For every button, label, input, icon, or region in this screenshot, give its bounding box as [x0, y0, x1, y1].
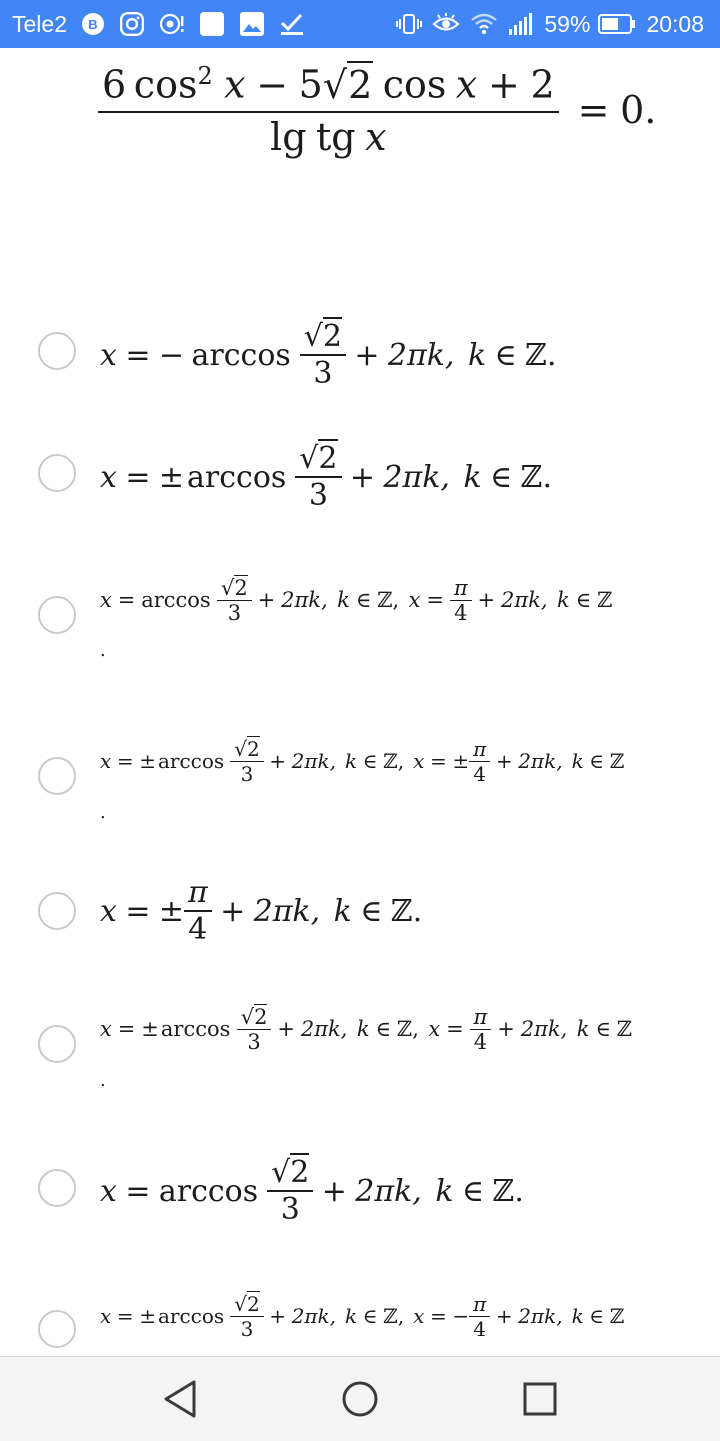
- answer-option-1[interactable]: [0, 310, 720, 400]
- period-term-2: 2πk,: [518, 1304, 563, 1328]
- var-x: x: [100, 1304, 112, 1328]
- plus-sign: +: [321, 1173, 347, 1209]
- element-of: ∈: [461, 1173, 485, 1209]
- check-download-icon: [279, 11, 305, 37]
- arccos: arccos: [141, 588, 211, 612]
- sign: ±: [158, 893, 184, 929]
- sign: ±: [141, 1017, 159, 1041]
- trailing-period: .: [100, 1070, 106, 1091]
- eq-x-2: x: [455, 62, 478, 107]
- radical-sign: √: [234, 736, 247, 761]
- plus-sign-2: +: [477, 588, 496, 612]
- equation-denominator: [98, 111, 559, 159]
- sign-2: −: [452, 1304, 470, 1328]
- fraction: [267, 1155, 313, 1227]
- equals-sign-2: =: [426, 588, 444, 612]
- pi-fraction: [450, 576, 472, 625]
- eq-tg: tg: [316, 114, 356, 159]
- plus-sign: +: [349, 459, 376, 495]
- element-of-2: ∈: [589, 1304, 605, 1328]
- integers-set: ℤ,: [383, 749, 405, 773]
- var-k: k: [337, 588, 350, 612]
- option-formula: [100, 722, 624, 800]
- eq-radicand: 2: [348, 62, 373, 107]
- integers-set: ℤ.: [520, 459, 553, 495]
- option-formula: [100, 432, 552, 522]
- var-k-2: k: [571, 1304, 584, 1328]
- pi: π: [187, 875, 208, 910]
- var-k: k: [435, 1173, 454, 1209]
- status-left: [12, 0, 305, 48]
- recents-icon[interactable]: [518, 1377, 562, 1421]
- battery-icon: [598, 13, 636, 35]
- arccos: arccos: [158, 1304, 225, 1328]
- element-of: ∈: [355, 588, 372, 612]
- var-x: x: [100, 1017, 112, 1041]
- element-of: ∈: [360, 893, 383, 929]
- radio-button[interactable]: [38, 757, 76, 795]
- fraction: [217, 576, 252, 625]
- svg-text:B: B: [88, 17, 98, 32]
- eq-two: 2: [530, 62, 555, 107]
- sign: ±: [158, 459, 184, 495]
- numerator: [267, 1155, 313, 1190]
- pi: π: [473, 736, 487, 761]
- plus-sign-2: +: [495, 1304, 513, 1328]
- pi: π: [453, 575, 468, 600]
- radical-sign: √: [221, 575, 235, 600]
- period-term: 2πk,: [281, 588, 328, 612]
- equals-sign-2: =: [429, 749, 447, 773]
- integers-set: ℤ,: [377, 588, 400, 612]
- four: 4: [469, 1316, 490, 1341]
- radicand: 2: [246, 736, 260, 761]
- answer-option-4[interactable]: [0, 722, 720, 832]
- plus-sign: +: [277, 1017, 295, 1041]
- radio-button[interactable]: [38, 1025, 76, 1063]
- radical-sign: √: [240, 1004, 255, 1029]
- radio-button[interactable]: [38, 454, 76, 492]
- radicand: 2: [254, 1004, 268, 1029]
- radical-sign: √: [234, 1291, 247, 1316]
- plus-sign-2: +: [497, 1017, 515, 1041]
- battery-percent: 59%: [544, 10, 591, 37]
- answer-option-2[interactable]: [0, 432, 720, 522]
- radar-icon: [159, 11, 185, 37]
- var-x-2: x: [413, 749, 425, 773]
- equals-sign: =: [116, 749, 134, 773]
- vibrate-icon: [396, 11, 422, 37]
- eq-cos: cos: [133, 62, 198, 107]
- numerator: [217, 576, 252, 600]
- gallery-icon: [239, 11, 265, 37]
- plus-sign: +: [269, 749, 287, 773]
- eq-x: x: [224, 62, 246, 107]
- radio-button[interactable]: [38, 1169, 76, 1207]
- denominator: 3: [217, 600, 252, 625]
- radio-button[interactable]: [38, 892, 76, 930]
- sign: ±: [139, 749, 156, 773]
- arccos: arccos: [158, 749, 225, 773]
- var-x-2: x: [428, 1017, 441, 1041]
- denominator: 3: [230, 761, 263, 786]
- integers-set: ℤ,: [396, 1017, 419, 1041]
- numerator: [237, 1005, 272, 1029]
- var-x-2: x: [408, 588, 421, 612]
- element-of-2: ∈: [589, 749, 605, 773]
- denominator: 3: [267, 1190, 313, 1227]
- equation: [98, 62, 656, 159]
- var-k: k: [467, 337, 487, 373]
- pi-fraction: [469, 737, 490, 786]
- equals-sign: =: [125, 459, 151, 495]
- trailing-period: .: [100, 802, 106, 823]
- signal-icon: [508, 11, 534, 37]
- integers-set: ℤ,: [383, 1304, 405, 1328]
- var-k-2: k: [557, 588, 570, 612]
- equals-sign: =: [116, 1304, 134, 1328]
- integers-set-2: ℤ: [597, 588, 613, 612]
- plus-sign: +: [257, 588, 276, 612]
- answer-option-8[interactable]: [0, 1278, 720, 1356]
- sign-2: ±: [452, 749, 470, 773]
- equals-sign: =: [125, 893, 151, 929]
- four: 4: [469, 761, 490, 786]
- answer-option-7[interactable]: [0, 1145, 720, 1235]
- sign: −: [158, 337, 184, 373]
- option-formula: [100, 562, 612, 638]
- fraction: [237, 1005, 272, 1054]
- equals-sign: =: [125, 337, 151, 373]
- numerator: [300, 319, 346, 354]
- denominator: 3: [237, 1029, 272, 1054]
- equals-sign-2: =: [446, 1017, 464, 1041]
- arccos: arccos: [191, 337, 291, 373]
- sign: ±: [139, 1304, 156, 1328]
- eq-six: 6: [102, 62, 127, 107]
- var-k: k: [345, 1304, 358, 1328]
- radical-sign: √: [322, 62, 348, 107]
- wifi-icon: [470, 11, 498, 37]
- element-of-2: ∈: [575, 588, 592, 612]
- period-term-2: 2πk,: [520, 1017, 568, 1041]
- var-x: x: [100, 893, 117, 929]
- eye-icon: [432, 11, 460, 37]
- carrier-name: Tele2: [12, 10, 67, 37]
- var-x: x: [100, 588, 112, 612]
- numerator: [295, 441, 341, 476]
- integers-set-2: ℤ: [609, 1304, 625, 1328]
- equals-sign: =: [117, 588, 136, 612]
- status-right: [396, 0, 704, 48]
- var-x: x: [100, 749, 112, 773]
- denominator: 3: [300, 354, 346, 391]
- option-formula: [100, 310, 557, 400]
- var-k: k: [345, 749, 358, 773]
- square-icon: [199, 11, 225, 37]
- radicand: 2: [322, 319, 342, 354]
- vk-icon: [81, 12, 105, 36]
- radical-sign: √: [299, 441, 319, 476]
- answer-option-5[interactable]: [0, 866, 720, 956]
- instagram-icon: [119, 11, 145, 37]
- element-of: ∈: [362, 1304, 378, 1328]
- pi-fraction: [469, 1292, 490, 1341]
- period-term: 2πk,: [387, 337, 455, 373]
- fraction: [230, 1292, 263, 1341]
- integers-set: ℤ.: [492, 1173, 524, 1209]
- element-of: ∈: [494, 337, 517, 373]
- element-of: ∈: [362, 749, 378, 773]
- var-k: k: [463, 459, 482, 495]
- integers-set: ℤ.: [390, 893, 423, 929]
- numerator: [230, 737, 263, 761]
- radical-sign: √: [303, 319, 323, 354]
- pi-fraction: [470, 1005, 492, 1054]
- eq-den-x: x: [365, 114, 387, 159]
- arccos: arccos: [158, 1173, 259, 1209]
- four: 4: [184, 910, 212, 947]
- period-term: 2πk,: [300, 1017, 348, 1041]
- element-of-2: ∈: [595, 1017, 611, 1041]
- var-k-2: k: [571, 749, 584, 773]
- var-x: x: [100, 459, 117, 495]
- navigation-bar: [0, 1356, 720, 1441]
- radio-button[interactable]: [38, 332, 76, 370]
- option-formula: [100, 866, 422, 956]
- var-x: x: [100, 1173, 117, 1209]
- denominator: 3: [230, 1316, 263, 1341]
- radicand: 2: [234, 575, 248, 600]
- trailing-period: .: [100, 640, 106, 661]
- eq-lg: lg: [270, 114, 307, 159]
- plus-sign-2: +: [495, 749, 513, 773]
- var-k: k: [356, 1017, 370, 1041]
- fraction: [295, 441, 341, 513]
- period-term: 2πk,: [253, 893, 321, 929]
- back-icon[interactable]: [158, 1377, 202, 1421]
- four: 4: [470, 1029, 492, 1054]
- period-term-2: 2πk,: [518, 749, 563, 773]
- eq-cos-2: cos: [382, 62, 447, 107]
- plus-sign: +: [269, 1304, 287, 1328]
- element-of: ∈: [490, 459, 513, 495]
- integers-set: ℤ.: [525, 337, 557, 373]
- eq-plus: +: [487, 62, 520, 107]
- eq-zero: 0.: [620, 88, 657, 133]
- plus-sign: +: [220, 893, 246, 929]
- denominator: 3: [295, 476, 341, 513]
- status-bar: [0, 0, 720, 48]
- answer-option-3[interactable]: [0, 562, 720, 672]
- clock: 20:08: [646, 10, 704, 37]
- eq-five: 5: [298, 62, 323, 107]
- pi: π: [473, 1004, 488, 1029]
- eq-minus: −: [256, 62, 289, 107]
- integers-set-2: ℤ: [609, 749, 625, 773]
- pi-fraction: [184, 875, 212, 947]
- eq-square: 2: [197, 62, 213, 90]
- period-term-2: 2πk,: [501, 588, 548, 612]
- equals-sign-2: =: [429, 1304, 447, 1328]
- equals-sign: =: [117, 1017, 136, 1041]
- option-formula: [100, 1278, 624, 1354]
- radical-sign: √: [271, 1155, 291, 1190]
- eq-sqrt: [323, 63, 373, 107]
- radicand: 2: [290, 1155, 310, 1190]
- radicand: 2: [246, 1291, 260, 1316]
- period-term: 2πk,: [291, 1304, 336, 1328]
- option-formula: [100, 990, 632, 1068]
- var-k: k: [333, 893, 352, 929]
- arccos: arccos: [160, 1017, 231, 1041]
- radicand: 2: [318, 441, 338, 476]
- var-k-2: k: [576, 1017, 590, 1041]
- home-icon[interactable]: [338, 1377, 382, 1421]
- arccos: arccos: [186, 459, 287, 495]
- period-term: 2πk,: [355, 1173, 422, 1209]
- plus-sign: +: [354, 337, 380, 373]
- eq-equals: =: [577, 88, 610, 133]
- fraction: [230, 737, 263, 786]
- option-formula: [100, 1145, 524, 1237]
- radio-button[interactable]: [38, 596, 76, 634]
- period-term: 2πk,: [291, 749, 336, 773]
- pi: π: [473, 1291, 487, 1316]
- equation-numerator: [98, 62, 559, 111]
- integers-set-2: ℤ: [616, 1017, 633, 1041]
- equals-sign: =: [125, 1173, 151, 1209]
- element-of: ∈: [375, 1017, 392, 1041]
- numerator: [230, 1292, 263, 1316]
- radio-button[interactable]: [38, 1310, 76, 1348]
- period-term: 2πk,: [383, 459, 450, 495]
- answer-option-6[interactable]: [0, 990, 720, 1100]
- fraction: [300, 319, 346, 391]
- equation-fraction: [98, 62, 559, 159]
- var-x-2: x: [413, 1304, 425, 1328]
- var-x: x: [100, 337, 117, 373]
- four: 4: [450, 600, 472, 625]
